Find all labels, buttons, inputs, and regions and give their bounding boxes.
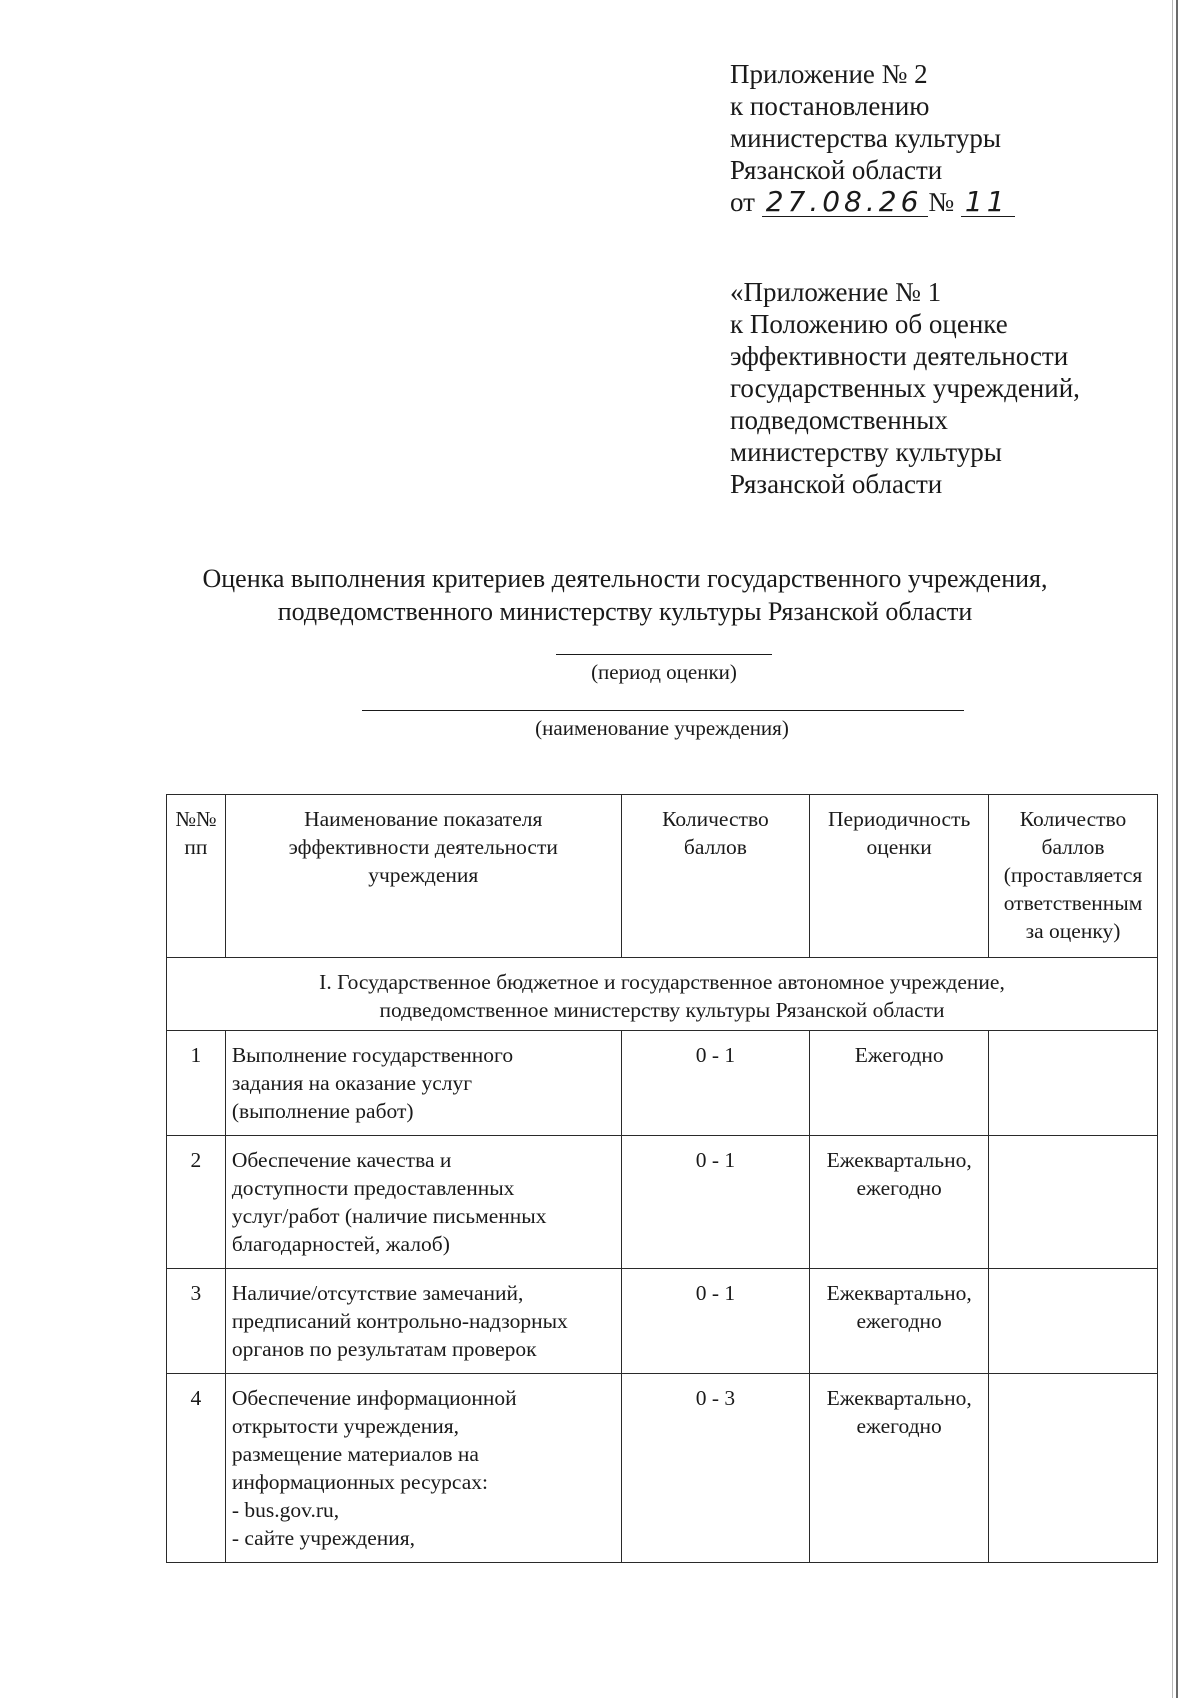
row-periodicity [810, 1374, 989, 1563]
row-name-line: Обеспечение информационной [231, 1386, 517, 1410]
table-row [167, 1374, 1158, 1563]
handwritten-date: 27.08.26 [762, 188, 929, 217]
title-line-2: подведомственного министерству культуры Рязанской области [277, 597, 973, 626]
criteria-table [166, 794, 1158, 1563]
header-name-line: эффективности деятельности [288, 835, 558, 859]
section-row [167, 958, 1158, 1031]
header-name-line: учреждения [368, 863, 479, 887]
number-prefix: № [928, 187, 955, 217]
header-score [621, 795, 810, 958]
scan-edge-line [1176, 0, 1178, 1698]
row-result-cell[interactable] [989, 1136, 1158, 1269]
row-result-cell[interactable] [989, 1374, 1158, 1563]
header-result-line: ответственным [1003, 891, 1143, 915]
row-name-line: услуг/работ (наличие письменных [231, 1204, 547, 1228]
row-indicator-name [225, 1136, 621, 1269]
header-result-line: (проставляется [1003, 863, 1143, 887]
row-period-line: Ежеквартально, [826, 1148, 972, 1172]
header-score-line: баллов [683, 835, 747, 859]
row-periodicity [810, 1269, 989, 1374]
row-indicator-name [225, 1374, 621, 1563]
institution-caption: (наименование учреждения) [535, 716, 789, 740]
section-heading [167, 958, 1158, 1031]
institution-fill-line [362, 710, 964, 711]
inner-appendix-line: государственных учреждений, [730, 373, 1080, 403]
row-number: 3 [167, 1269, 226, 1374]
table-row [167, 1136, 1158, 1269]
row-score: 0 - 1 [621, 1269, 810, 1374]
table-row [167, 1031, 1158, 1136]
document-title [100, 562, 1150, 628]
appendix-block [730, 58, 1015, 218]
row-name-line: Выполнение государственного [231, 1043, 514, 1067]
row-name-line: органов по результатам проверок [231, 1337, 537, 1361]
header-number-line: №№ [175, 807, 217, 831]
period-caption: (период оценки) [591, 660, 737, 684]
appendix-line: Приложение № 2 [730, 59, 928, 89]
handwritten-number: 11 [961, 188, 1015, 217]
inner-appendix-line: подведомственных [730, 405, 948, 435]
row-period-line: ежегодно [856, 1176, 942, 1200]
row-name-line: размещение материалов на [231, 1442, 479, 1466]
row-name-line: - bus.gov.ru, [231, 1498, 340, 1522]
row-name-line: Наличие/отсутствие замечаний, [231, 1281, 524, 1305]
appendix-date-line [730, 186, 1015, 218]
header-result-line: за оценку) [1025, 919, 1121, 943]
header-number [167, 795, 226, 958]
row-period-line: ежегодно [856, 1309, 942, 1333]
row-period-line: Ежеквартально, [826, 1281, 972, 1305]
period-fill-line [556, 654, 772, 655]
row-score: 0 - 1 [621, 1031, 810, 1136]
row-name-line: Обеспечение качества и [231, 1148, 452, 1172]
appendix-line: министерства культуры [730, 123, 1002, 153]
row-indicator-name [225, 1031, 621, 1136]
inner-appendix-line: «Приложение № 1 [730, 277, 942, 307]
header-result-score [989, 795, 1158, 958]
row-periodicity [810, 1031, 989, 1136]
row-number: 1 [167, 1031, 226, 1136]
row-result-cell[interactable] [989, 1269, 1158, 1374]
header-result-line: баллов [1041, 835, 1105, 859]
inner-appendix-line: к Положению об оценке [730, 309, 1008, 339]
row-result-cell[interactable] [989, 1031, 1158, 1136]
row-name-line: (выполнение работ) [231, 1099, 414, 1123]
title-line-1: Оценка выполнения критериев деятельности государственного учреждения, [202, 564, 1048, 593]
inner-appendix-line: эффективности деятельности [730, 341, 1069, 371]
header-name-line: Наименование показателя [304, 807, 543, 831]
inner-appendix-line: министерству культуры [730, 437, 1002, 467]
row-number: 2 [167, 1136, 226, 1269]
header-period-line: Периодичность [828, 807, 971, 831]
table-header-row [167, 795, 1158, 958]
section-heading-line: подведомственное министерству культуры Рязанской области [379, 998, 945, 1022]
row-name-line: благодарностей, жалоб) [231, 1232, 450, 1256]
row-name-line: открытости учреждения, [231, 1414, 460, 1438]
row-number: 4 [167, 1374, 226, 1563]
date-prefix: от [730, 187, 755, 217]
scan-edge-line-thin [1172, 0, 1173, 1698]
header-score-line: Количество [662, 807, 769, 831]
row-indicator-name [225, 1269, 621, 1374]
section-heading-line: I. Государственное бюджетное и государственное автономное учреждение, [319, 970, 1005, 994]
header-periodicity [810, 795, 989, 958]
row-name-line: задания на оказание услуг [231, 1071, 473, 1095]
appendix-line: Рязанской области [730, 155, 943, 185]
header-indicator-name [225, 795, 621, 958]
row-period-line: Ежегодно [854, 1043, 944, 1067]
header-number-line: пп [184, 835, 208, 859]
appendix-line: к постановлению [730, 91, 930, 121]
row-name-line: доступности предоставленных [231, 1176, 515, 1200]
inner-appendix-block [730, 276, 1080, 500]
row-periodicity [810, 1136, 989, 1269]
row-period-line: ежегодно [856, 1414, 942, 1438]
row-name-line: - сайте учреждения, [231, 1526, 416, 1550]
header-result-line: Количество [1019, 807, 1127, 831]
inner-appendix-line: Рязанской области [730, 469, 943, 499]
row-score: 0 - 3 [621, 1374, 810, 1563]
row-score: 0 - 1 [621, 1136, 810, 1269]
table-row [167, 1269, 1158, 1374]
row-name-line: информационных ресурсах: [231, 1470, 488, 1494]
header-period-line: оценки [866, 835, 932, 859]
row-period-line: Ежеквартально, [826, 1386, 972, 1410]
row-name-line: предписаний контрольно-надзорных [231, 1309, 568, 1333]
